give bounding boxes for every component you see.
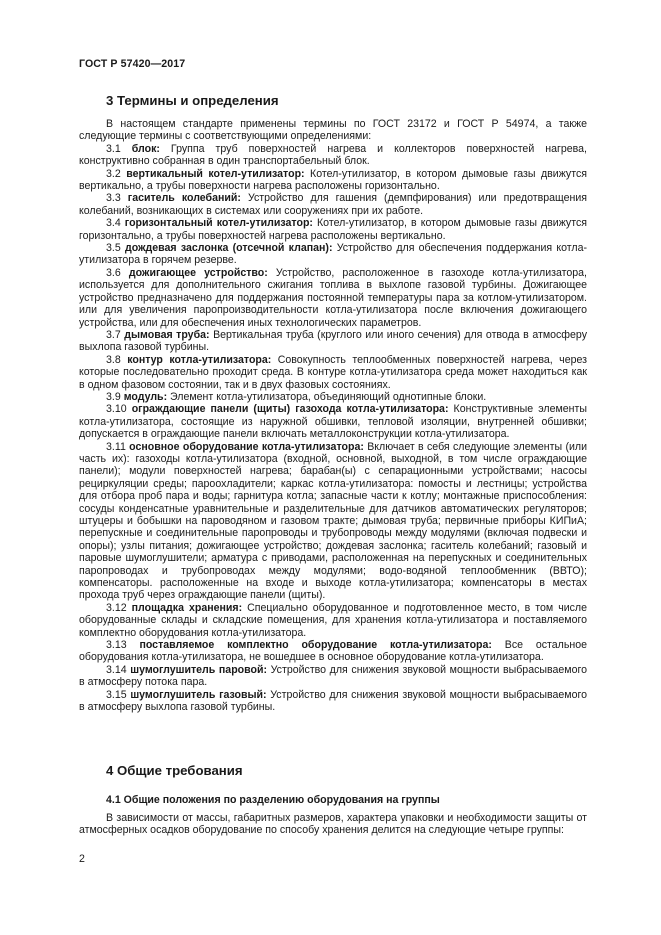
term-name: дождевая заслонка (отсечной клапан): <box>124 242 333 255</box>
section-3-intro: В настоящем стандарте применены термины по ГОСТ 23172 и ГОСТ Р 54974, а также следующие термины с соответствующими определениями: <box>79 118 587 143</box>
term-text: Специально оборудованное и подготовленное место, в том числе оборудованные склады и складские помещения, для хранения котла-утилизатора и поставляемого комплектно оборудования котла-утилизатора. <box>79 601 587 639</box>
term-name: площадка хранения: <box>131 601 243 614</box>
term-number: 3.5 <box>106 242 121 255</box>
term-text: Элемент котла-утилизатора, объединяющий однотипные блоки. <box>167 390 487 403</box>
term-name: шумоглушитель газовый: <box>130 688 267 701</box>
term-number: 3.4 <box>106 217 121 230</box>
term-name: вертикальный котел-утилизатор: <box>126 167 305 180</box>
term-text: Совокупность теплообменных поверхностей нагрева, через которые последовательно проходит среда. В контуре котла-утилизатора среда может находиться как в одном фазовом состоянии, так и в двух фазовых состояниях. <box>79 353 587 391</box>
term-definition <box>79 192 587 217</box>
term-text: Котел-утилизатор, в котором дымовые газы движутся горизонтально, а трубы поверхностей нагрева расположены вертикально. <box>79 217 587 242</box>
terms-list <box>79 143 587 714</box>
term-text: Конструктивные элементы котла-утилизатора, состоящие из наружной обшивки, тепловой изоляции, внутренней обшивки; допускается в ограждающие панели включать металлоконструкции котла-утилизатора. <box>79 403 587 441</box>
page-number: 2 <box>79 853 85 865</box>
term-text: Устройство для снижения звуковой мощности выбрасываемого в атмосферу выхлопа газовой турбины. <box>79 688 588 714</box>
term-number: 3.10 <box>106 403 127 416</box>
term-number: 3.13 <box>106 639 127 652</box>
section-4-1-body <box>79 812 587 837</box>
section-4-1-paragraph: В зависимости от массы, габаритных размеров, характера упаковки и необходимости защиты от атмосферных осадков оборудование по способу хранения делится на следующие четыре группы: <box>79 812 587 837</box>
term-definition <box>79 391 587 403</box>
term-definition <box>79 689 587 714</box>
section-4-1-title: 4.1 Общие положения по разделению оборудования на группы <box>106 794 440 806</box>
term-name: ограждающие панели (щиты) газохода котла-утилизатора: <box>131 403 449 416</box>
term-name: основное оборудование котла-утилизатора: <box>129 440 364 453</box>
term-number: 3.9 <box>106 390 121 403</box>
term-text: Устройство для обеспечения поддержания котла-утилизатора в горячем резерве. <box>79 242 587 267</box>
term-name: шумоглушитель паровой: <box>130 663 268 676</box>
term-text: Группа труб поверхностей нагрева и коллекторов поверхностей нагрева, конструктивно собранная в один транспортабельный блок. <box>79 142 587 168</box>
term-definition <box>79 143 587 168</box>
term-name: поставляемое комплектно оборудование котла-утилизатора: <box>139 639 492 652</box>
term-definition <box>79 403 587 440</box>
term-number: 3.15 <box>106 688 127 701</box>
term-number: 3.3 <box>106 192 121 205</box>
term-number: 3.14 <box>106 663 127 676</box>
term-text: Все остальное оборудования котла-утилизатора, не вошедшее в основное оборудование котла-утилизатора. <box>79 639 587 664</box>
term-name: дымовая труба: <box>124 328 210 341</box>
term-text: Устройство для снижения звуковой мощности выбрасываемого в атмосферу потока пара. <box>79 663 587 689</box>
term-definition <box>79 267 587 329</box>
term-name: контур котла-утилизатора: <box>127 353 272 366</box>
term-text: Устройство, расположенное в газоходе котла-утилизатора, используется для дополнительного сжигания топлива в выхлопе газовой турбины. Дожигающее устройство предназначено для поддержания постоянной температуры пара за котлом-утилизатором. или для увеличения паропроизводительности котла-утилизатора после включения дожигающего устройства, или для обеспечения иных технологических параметров. <box>79 266 587 329</box>
term-definition <box>79 354 587 391</box>
term-number: 3.8 <box>106 353 121 366</box>
term-text: Вертикальная труба (круглого или иного сечения) для отвода в атмосферу выхлопа газовой турбины. <box>79 328 587 354</box>
term-text: Котел-утилизатор, в котором дымовые газы движутся вертикально, а трубы поверхности нагрева расположены горизонтально. <box>79 167 587 193</box>
term-text: Устройство для гашения (демпфирования) или предотвращения колебаний, возникающих в системах или сооружениях при их работе. <box>79 192 587 217</box>
section-3-body <box>79 118 587 714</box>
term-definition <box>79 639 587 664</box>
term-name: дожигающее устройство: <box>128 266 268 279</box>
term-name: блок: <box>131 142 160 155</box>
section-4-title: 4 Общие требования <box>106 763 243 778</box>
document-code-header: ГОСТ Р 57420—2017 <box>79 58 186 70</box>
term-number: 3.6 <box>106 266 121 279</box>
term-definition <box>79 168 587 193</box>
term-text: Включает в себя следующие элементы (или часть их): газоходы котла-утилизатора (входной, основной, выходной, в том числе ограждающие панели); модули поверхностей нагрева; барабан(ы) с сепарационными устройствами; насосы рециркуляции среды; пароохладители; каркас котла-утилизатора: помосты и лестницы; устройства для отбора проб пара и воды; гарнитура котла; запасные части к котлу; монтажные приспособления: сосуды конденсатные уравнительные и разделительные для датчиков автоматических регуляторов; штуцеры и бобышки на пароводяном и газовом тракте; дымовая труба; первичные приборы КИПиА; перепускные и соединительные паропроводы и трубопроводы между модулями (включая подвески и опоры); узлы питания; дожигающее устройство; дождевая заслонка; гаситель колебаний; газовый и паровые шумоглушители; арматура с приводами, расположенная на перепускных и соединительных паропроводах и трубопроводах между модулями; водо-водяной теплообменник (ВВТО); компенсаторы. расположенные на входе и выходе котла-утилизатора; компенсаторы в местах прохода труб через ограждающие панели (щиты). <box>79 440 587 602</box>
term-number: 3.2 <box>106 167 121 180</box>
term-name: горизонтальный котел-утилизатор: <box>124 217 313 230</box>
term-name: модуль: <box>123 390 168 403</box>
section-3-title: 3 Термины и определения <box>106 93 279 108</box>
term-number: 3.7 <box>106 328 121 341</box>
term-definition <box>79 217 587 242</box>
term-definition <box>79 242 587 267</box>
term-number: 3.12 <box>106 601 127 614</box>
term-definition <box>79 441 587 602</box>
term-number: 3.11 <box>106 440 126 453</box>
term-definition <box>79 329 587 354</box>
term-name: гаситель колебаний: <box>127 192 241 205</box>
term-number: 3.1 <box>106 142 121 155</box>
term-definition <box>79 664 587 689</box>
term-definition <box>79 602 587 639</box>
